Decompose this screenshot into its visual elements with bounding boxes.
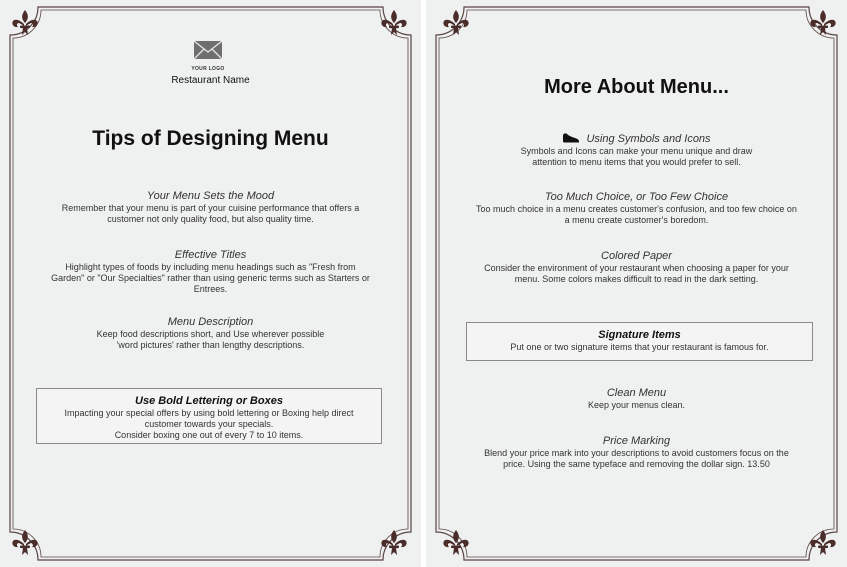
envelope-icon xyxy=(193,40,223,60)
section-title: Clean Menu xyxy=(606,387,667,399)
section-text: Consider the environment of your restaurant when choosing a paper for your menu. Some colors makes difficult to read in the dark setting. xyxy=(484,263,789,284)
fleur-de-lis-icon xyxy=(12,10,38,36)
fleur-de-lis-icon xyxy=(443,530,469,556)
fleur-de-lis-icon xyxy=(810,530,836,556)
section-title: Colored Paper xyxy=(601,250,672,262)
section-title: Effective Titles xyxy=(174,249,247,261)
section-text: Put one or two signature items that your restaurant is famous for. xyxy=(510,342,769,352)
section-title: Too Much Choice, or Too Few Choice xyxy=(544,191,729,203)
boxed-tip-bold-lettering xyxy=(36,388,382,444)
section-choice xyxy=(451,191,822,226)
page-title: More About Menu... xyxy=(544,76,729,98)
section-text: Impacting your special offers by using bold lettering or Boxing help direct customer towards your specials. Consider boxing one out of every 7 to 10 items. xyxy=(64,408,354,440)
section-title: Use Bold Lettering or Boxes xyxy=(135,395,283,407)
section-text: Blend your price mark into your descriptions to avoid customers focus on the price. Using the same typeface and removing the dollar sign. 13.50 xyxy=(484,448,789,469)
section-effective-titles xyxy=(30,249,391,295)
fleur-de-lis-icon xyxy=(381,10,407,36)
fleur-de-lis-icon xyxy=(381,530,407,556)
section-title: Price Marking xyxy=(602,435,671,447)
right-menu-page xyxy=(426,0,847,567)
section-text: Too much choice in a menu creates customer's confusion, and too few choice on a menu create customer's boredom. xyxy=(476,204,797,225)
section-price-marking xyxy=(451,435,822,470)
section-title: Your Menu Sets the Mood xyxy=(146,190,275,202)
section-text: Symbols and Icons can make your menu unique and draw attention to menu items that you would prefer to sell. xyxy=(520,146,753,167)
section-menu-description xyxy=(30,316,391,351)
left-menu-page xyxy=(0,0,421,567)
fleur-de-lis-icon xyxy=(12,530,38,556)
section-text: Keep your menus clean. xyxy=(587,400,686,410)
restaurant-name: Restaurant Name xyxy=(171,75,250,86)
section-title: Signature Items xyxy=(598,329,681,341)
section-menu-mood xyxy=(30,190,391,225)
page-title: Tips of Designing Menu xyxy=(92,127,329,150)
section-symbols-icons xyxy=(451,132,822,168)
fleur-de-lis-icon xyxy=(810,10,836,36)
section-clean-menu xyxy=(451,387,822,411)
section-title-row: Using Symbols and Icons xyxy=(451,132,822,145)
boxed-signature-items xyxy=(466,322,813,361)
fleur-de-lis-icon xyxy=(443,10,469,36)
section-text: Highlight types of foods by including menu headings such as "Fresh from Garden" or "Our Specialties" rather than using generic terms such as Starters or Entrees. xyxy=(51,262,370,294)
section-text: Keep food descriptions short, and Use wherever possible 'word pictures' rather than lengthy descriptions. xyxy=(96,329,325,350)
logo-text: YOUR LOGO xyxy=(191,66,225,72)
shoe-icon xyxy=(562,132,580,143)
section-text: Remember that your menu is part of your cuisine performance that offers a customer not only quality food, but also quality time. xyxy=(61,203,360,224)
section-title: Menu Description xyxy=(167,316,254,328)
section-colored-paper xyxy=(451,250,822,285)
restaurant-logo xyxy=(190,40,226,72)
